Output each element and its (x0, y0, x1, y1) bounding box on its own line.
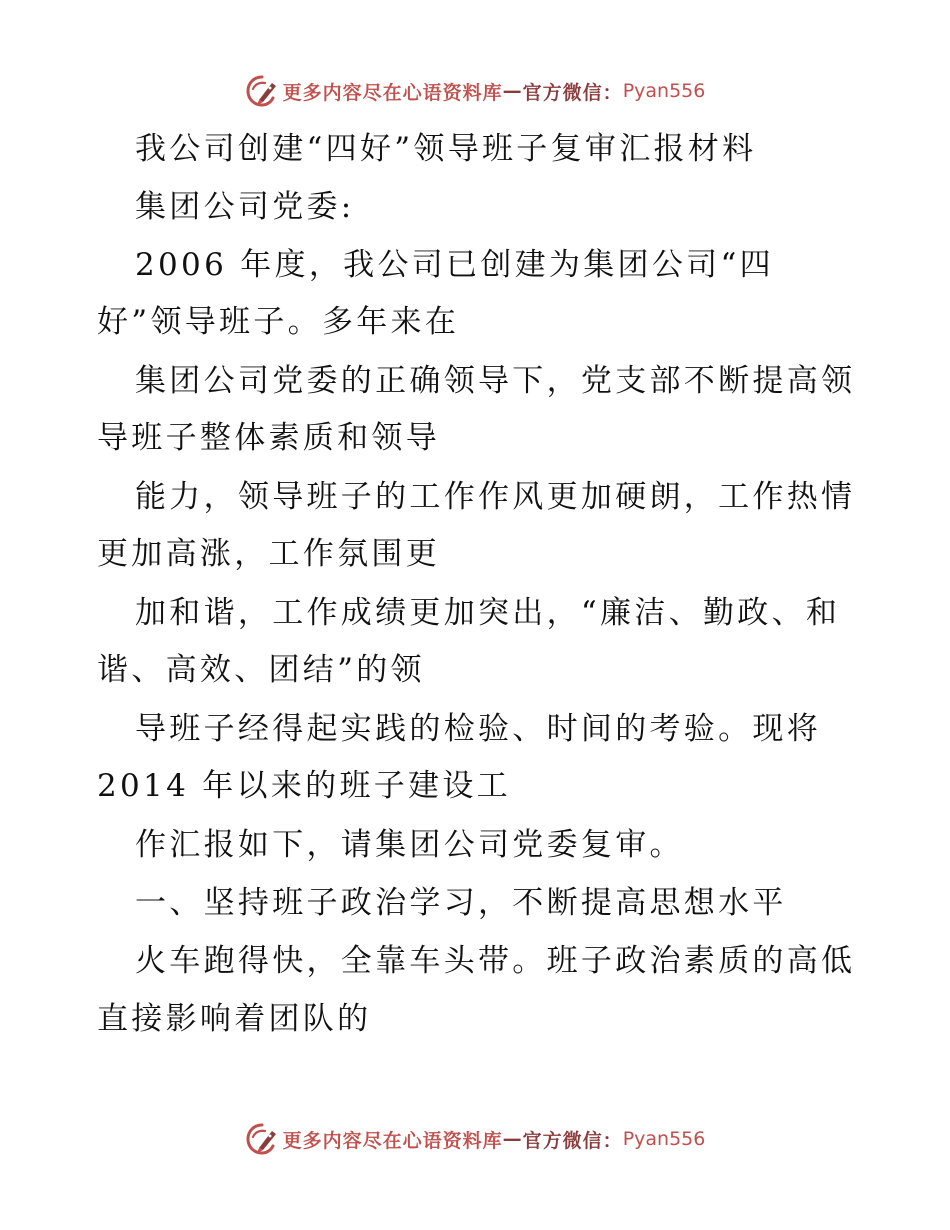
paragraph-line: 2006 年度，我公司已创建为集团公司“四 (135, 247, 774, 283)
paragraph-line: 谐、高效、团结”的领 (97, 652, 425, 688)
salutation: 集团公司党委: (135, 189, 355, 225)
paragraph-line: 能力，领导班子的工作作风更加硬朗，工作热情 (135, 479, 856, 515)
watermark-official-label: 官方微信： (522, 81, 623, 104)
document-title: 我公司创建“四好”领导班子复审汇报材料 (135, 131, 757, 167)
watermark-wechat-id: Pyan556 (622, 80, 706, 102)
pen-nib-swirl-icon (245, 1122, 279, 1156)
paragraph-line: 2014 年以来的班子建设工 (97, 768, 511, 804)
watermark-dash: — (502, 1128, 523, 1150)
paragraph-line: 作汇报如下，请集团公司党委复审。 (135, 827, 684, 863)
watermark-main-text: 更多内容尽在心语资料库 (282, 1129, 503, 1152)
section-heading: 一、坚持班子政治学习，不断提高思想水平 (135, 885, 787, 921)
paragraph-line: 加和谐，工作成绩更加突出，“廉洁、勤政、和 (135, 595, 841, 631)
watermark-official-label: 官方微信： (522, 1129, 623, 1152)
paragraph-line: 火车跑得快，全靠车头带。班子政治素质的高低 (135, 943, 856, 979)
watermark-wechat-id: Pyan556 (622, 1128, 706, 1150)
paragraph-line: 好”领导班子。多年来在 (97, 304, 460, 340)
paragraph-line: 直接影响着团队的 (97, 1001, 372, 1037)
paragraph-line: 导班子经得起实践的检验、时间的考验。现将 (135, 711, 821, 747)
paragraph-line: 导班子整体素质和领导 (97, 420, 440, 456)
pen-nib-swirl-icon (245, 74, 279, 108)
footer-watermark (0, 1122, 950, 1156)
paragraph-line: 集团公司党委的正确领导下，党支部不断提高领 (135, 363, 856, 399)
header-watermark (0, 74, 950, 108)
paragraph-line: 更加高涨，工作氛围更 (97, 536, 440, 572)
watermark-dash: — (502, 80, 523, 102)
watermark-main-text: 更多内容尽在心语资料库 (282, 81, 503, 104)
